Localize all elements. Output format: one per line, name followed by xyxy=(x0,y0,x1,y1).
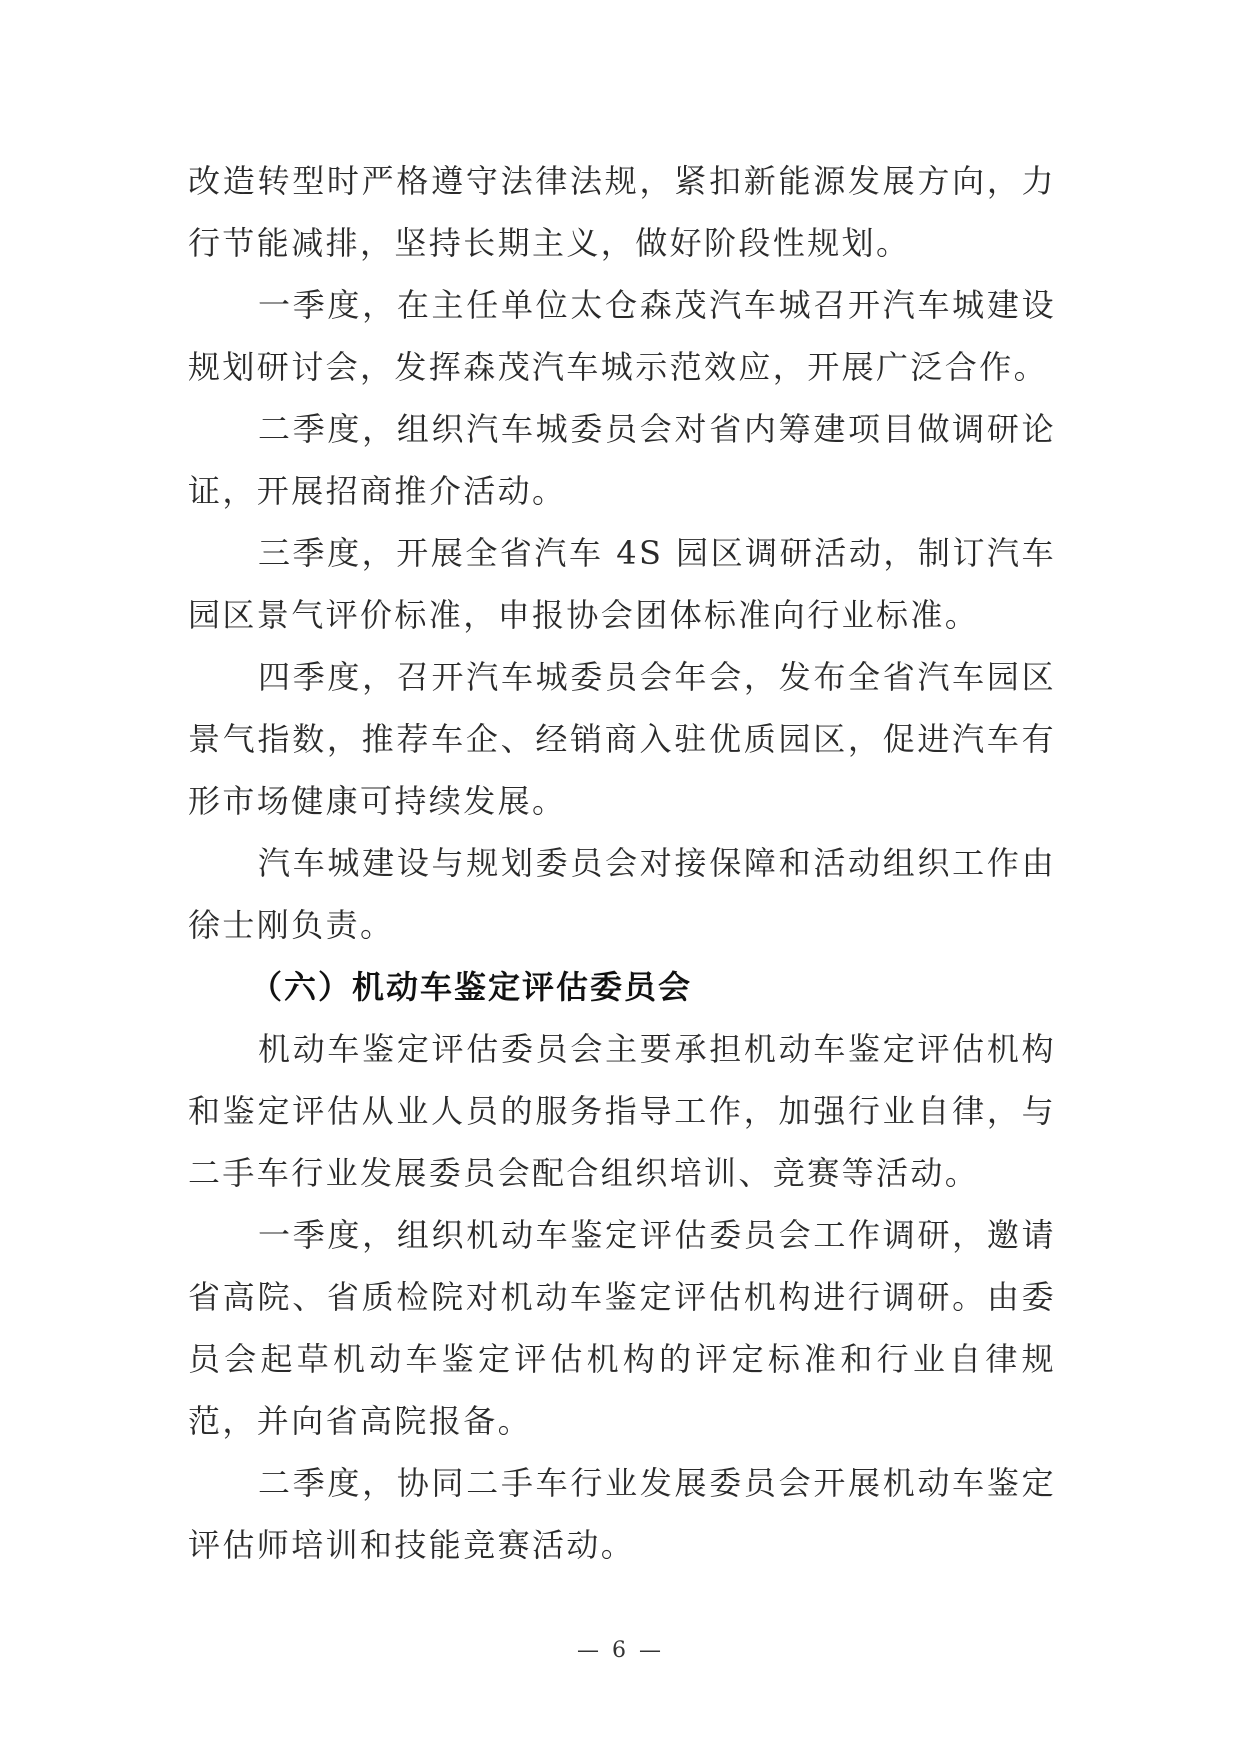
paragraph-q3-auto-city: 三季度，开展全省汽车 4S 园区调研活动，制订汽车园区景气评价标准，申报协会团体标准向行业标准。 xyxy=(188,534,1056,634)
document-body xyxy=(188,150,1056,1576)
section-heading: （六）机动车鉴定评估委员会 xyxy=(250,968,693,1006)
paragraph-q1-appraisal: 一季度，组织机动车鉴定评估委员会工作调研，邀请省高院、省质检院对机动车鉴定评估机构进行调研。由委员会起草机动车鉴定评估机构的评定标准和行业自律规范，并向省高院报备。 xyxy=(188,1216,1056,1440)
paragraph-appraisal-committee-duties: 机动车鉴定评估委员会主要承担机动车鉴定评估机构和鉴定评估从业人员的服务指导工作，加强行业自律，与二手车行业发展委员会配合组织培训、竞赛等活动。 xyxy=(188,1030,1056,1192)
continued-paragraph: 改造转型时严格遵守法律法规，紧扣新能源发展方向，力行节能减排，坚持长期主义，做好阶段性规划。 xyxy=(188,162,1056,262)
paragraph-q2-appraisal: 二季度，协同二手车行业发展委员会开展机动车鉴定评估师培训和技能竞赛活动。 xyxy=(188,1464,1056,1564)
paragraph-q1-auto-city: 一季度，在主任单位太仓森茂汽车城召开汽车城建设规划研讨会，发挥森茂汽车城示范效应，开展广泛合作。 xyxy=(188,286,1056,386)
page-number: — 6 — xyxy=(577,1638,664,1663)
paragraph-auto-city-responsible: 汽车城建设与规划委员会对接保障和活动组织工作由徐士刚负责。 xyxy=(188,844,1056,944)
paragraph-q4-auto-city: 四季度，召开汽车城委员会年会，发布全省汽车园区景气指数，推荐车企、经销商入驻优质园区，促进汽车有形市场健康可持续发展。 xyxy=(188,658,1056,820)
paragraph-q2-auto-city: 二季度，组织汽车城委员会对省内筹建项目做调研论证，开展招商推介活动。 xyxy=(188,410,1056,510)
